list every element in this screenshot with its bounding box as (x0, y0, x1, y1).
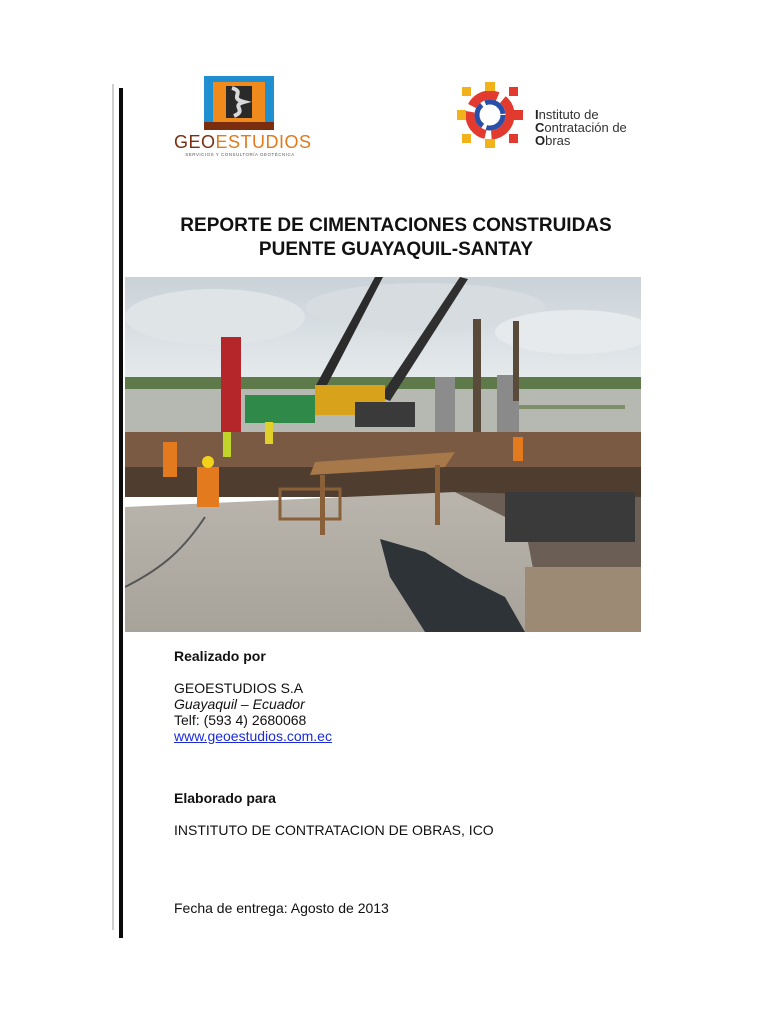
realizado-heading: Realizado por (174, 648, 266, 664)
title-line-2: PUENTE GUAYAQUIL-SANTAY (258, 239, 534, 260)
company-name: GEOESTUDIOS S.A (174, 680, 304, 696)
company-city: Guayaquil – Ecuador (174, 696, 305, 712)
margin-rule (119, 88, 123, 938)
geoestudios-wordmark: GEOESTUDIOS (174, 132, 312, 152)
company-phone: Telf: (593 4) 2680068 (174, 712, 307, 728)
elaborado-heading: Elaborado para (174, 790, 276, 806)
ico-logo (450, 82, 645, 148)
realizado-details (174, 680, 332, 744)
geoestudios-logo-icon (204, 76, 274, 130)
client-name: INSTITUTO DE CONTRATACION DE OBRAS, ICO (174, 822, 494, 838)
ico-gear-logo-icon (450, 82, 530, 148)
elaborado-details (174, 822, 494, 838)
construction-site-photo (125, 277, 641, 632)
geoestudios-logo (174, 74, 312, 158)
margin-rule-grey (112, 84, 114, 930)
title-line-1: REPORTE DE CIMENTACIONES CONSTRUIDAS (180, 215, 612, 236)
geoestudios-tagline: SERVICIOS Y CONSULTORÍA GEOTÉCNICA (185, 152, 295, 157)
elaborado-section (174, 790, 276, 806)
delivery-date: Fecha de entrega: Agosto de 2013 (174, 900, 389, 916)
company-website-link[interactable]: www.geoestudios.com.ec (174, 728, 332, 744)
realizado-section (174, 648, 266, 664)
ico-wordmark: Instituto de Contratación de Obras (535, 107, 627, 148)
document-title (126, 214, 666, 262)
